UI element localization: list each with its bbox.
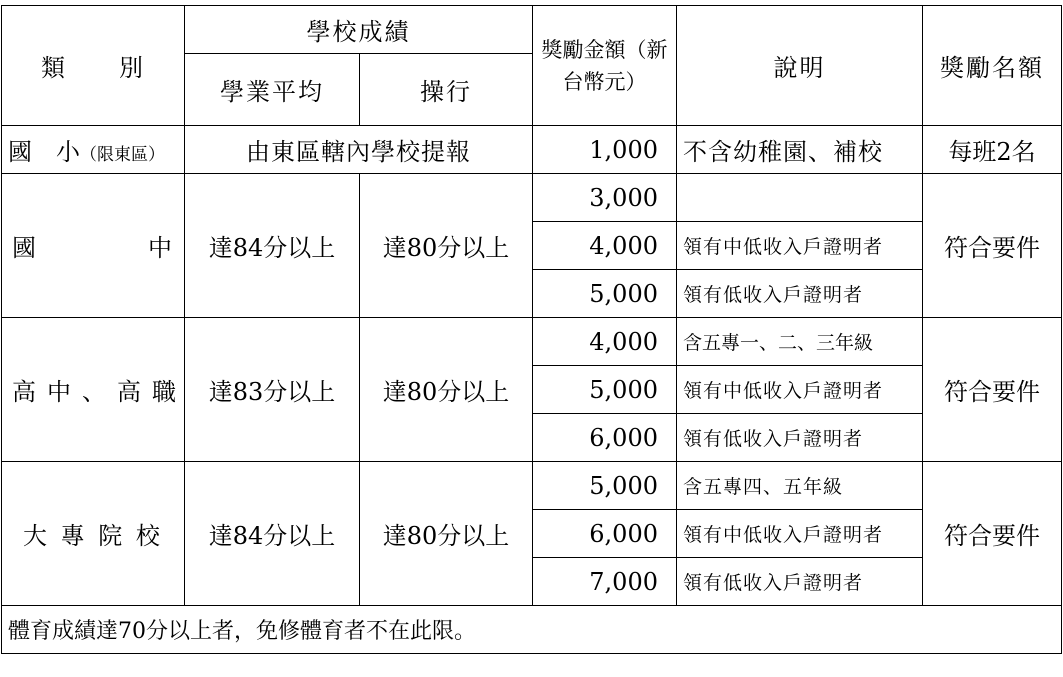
row-senior-high-conduct: 達80分以上 bbox=[360, 318, 533, 462]
scholarship-table bbox=[1, 5, 1062, 654]
row-junior-high-academic: 達84分以上 bbox=[185, 174, 360, 318]
amount-cell: 5,000 bbox=[533, 462, 677, 510]
amount-cell: 6,000 bbox=[533, 414, 677, 462]
row-junior-high-conduct: 達80分以上 bbox=[360, 174, 533, 318]
amount-cell: 4,000 bbox=[533, 318, 677, 366]
description-cell: 領有中低收入戶證明者 bbox=[677, 510, 923, 558]
row-elementary-quota: 每班2名 bbox=[923, 126, 1062, 174]
description-cell: 含五專四、五年級 bbox=[677, 462, 923, 510]
amount-cell: 5,000 bbox=[533, 366, 677, 414]
header-amount: 獎勵金額（新台幣元） bbox=[533, 6, 677, 126]
row-college-quota: 符合要件 bbox=[923, 462, 1062, 606]
footnote: 體育成績達70分以上者，免修體育者不在此限。 bbox=[2, 606, 1062, 654]
description-cell: 含五專一、二、三年級 bbox=[677, 318, 923, 366]
amount-cell: 3,000 bbox=[533, 174, 677, 222]
row-elementary-grades: 由東區轄內學校提報 bbox=[185, 126, 533, 174]
category-char: 中 bbox=[148, 234, 172, 262]
description-cell: 領有低收入戶證明者 bbox=[677, 270, 923, 318]
category-char: 、 bbox=[82, 378, 106, 406]
header-academic-average: 學業平均 bbox=[185, 54, 360, 126]
amount-cell: 5,000 bbox=[533, 270, 677, 318]
amount-cell: 7,000 bbox=[533, 558, 677, 606]
description-cell: 領有中低收入戶證明者 bbox=[677, 222, 923, 270]
description-cell: 領有低收入戶證明者 bbox=[677, 558, 923, 606]
description-cell: 領有中低收入戶證明者 bbox=[677, 366, 923, 414]
category-char: 中 bbox=[47, 378, 71, 406]
row-elementary-category bbox=[2, 126, 185, 174]
row-college-category: 大 專 院 校 bbox=[2, 462, 185, 606]
row-elementary-amount: 1,000 bbox=[533, 126, 677, 174]
row-junior-high-quota: 符合要件 bbox=[923, 174, 1062, 318]
row-college-conduct: 達80分以上 bbox=[360, 462, 533, 606]
amount-cell: 4,000 bbox=[533, 222, 677, 270]
description-cell bbox=[677, 174, 923, 222]
category-char: 高 bbox=[117, 378, 141, 406]
amount-cell: 6,000 bbox=[533, 510, 677, 558]
description-cell: 領有低收入戶證明者 bbox=[677, 414, 923, 462]
elementary-label: 國 小 bbox=[8, 138, 80, 166]
row-elementary-description: 不含幼稚園、補校 bbox=[677, 126, 923, 174]
header-quota: 獎勵名額 bbox=[923, 6, 1062, 126]
row-college-academic: 達84分以上 bbox=[185, 462, 360, 606]
row-junior-high-category bbox=[2, 174, 185, 318]
header-conduct: 操行 bbox=[360, 54, 533, 126]
category-char: 高 bbox=[12, 378, 36, 406]
elementary-note: （限東區） bbox=[80, 145, 165, 165]
header-school-grades: 學校成績 bbox=[185, 6, 533, 54]
header-description: 說明 bbox=[677, 6, 923, 126]
category-char: 國 bbox=[12, 234, 36, 262]
row-senior-high-academic: 達83分以上 bbox=[185, 318, 360, 462]
row-senior-high-quota: 符合要件 bbox=[923, 318, 1062, 462]
header-category: 類 別 bbox=[2, 6, 185, 126]
row-senior-high-category bbox=[2, 318, 185, 462]
category-char: 職 bbox=[152, 378, 176, 406]
